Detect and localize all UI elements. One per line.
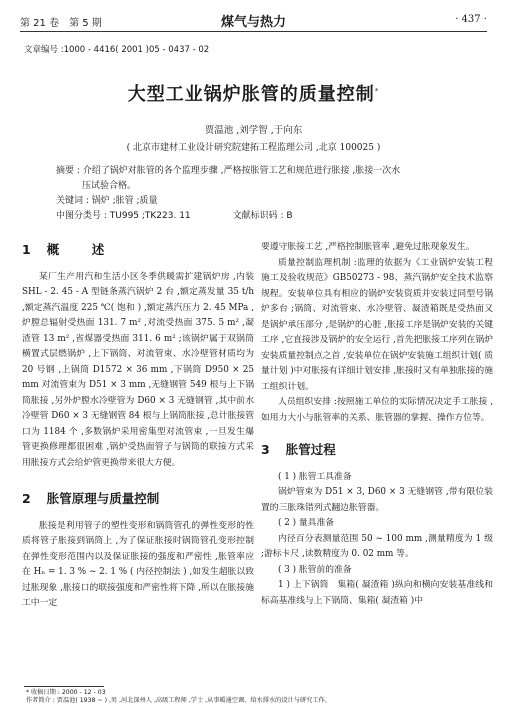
page-number: · 437 · bbox=[455, 14, 487, 25]
abstract-line-2: 压试验合格。 bbox=[82, 181, 137, 191]
subsection-3-heading: ( 3 ) 胀管前的准备 bbox=[278, 564, 352, 575]
section-2-heading bbox=[22, 491, 254, 507]
running-header bbox=[20, 10, 487, 32]
subsection-2-heading: ( 2 ) 量具准备 bbox=[278, 518, 335, 528]
section-1-paragraph: 某厂生产用汽和生活小区冬季供暖需扩建锅炉房 ,内装 SHL - 2. 45 - A 型链条蒸汽锅炉 2 台 ,额定蒸发量 35 t/h ,额定蒸汽温度 225 ℃( 饱和 ) ,额定蒸汽压力 2. 45 MPa ,炉膛总辐射受热面 131. 7 m² ,对流受热面 375. 5 m² ,凝渣管 13 m² ,省煤器受热面 311. 6 m² ;该锅炉属于双锅筒横置式层燃锅炉 ,上下锅筒、对流管束、水冷壁管材质均为 20 号钢 ,上锅筒 D1572 × 36 mm ,下锅筒 D950 × 25 mm 对流管束为 D51 × 3 mm ,无缝钢管 549 根与上下锅筒胀接 ,另外炉膛水冷壁管为 D60 × 3 无缝钢管 ,其中前水冷壁管 D60 × 3 无缝钢管 84 根与上锅筒胀接 ,总计胀接管口为 1184 个 ,多数锅炉采用密集型对流管束 ,一旦发生爆管更换修理都很困难 ,锅炉受热面管子与锅筒的联接方式采用胀接方式会给炉管更换带来很大方便。 bbox=[22, 271, 254, 468]
subsection-1-text: 锅炉管束为 D51 × 3, D60 × 3 无缝钢管 ,带有限位装置的三胀珠错列式翻边胀管器。 bbox=[261, 487, 493, 513]
section-3-heading bbox=[261, 442, 493, 458]
subsection-1-heading: ( 1 ) 胀管工具准备 bbox=[278, 471, 352, 482]
author-bio: 作者简介 : 贾温池( 1938 ~ ) ,男 ,河北深州人 ,高级工程师 ,学士 ,从事暖通空调、给水排水的设计与研究工作。 bbox=[26, 697, 331, 704]
right-paragraph-2: 质量控制监理机制 :监理的依据为《工业锅炉安装工程施工及验收规范》GB50273 - 98、蒸汽锅炉安全技术监察规程。安装单位具有相应的锅炉安装资质并安装过同型号锅炉多台 ;锅筒、对流管束、水冷壁管、凝渣箱既是受热面又是锅炉承压部分 ,是锅炉的心脏 ,胀接工序是锅炉安装的关键工序 ,它直接涉及锅炉的安全运行 ,首先把胀接工序列在锅炉安装质量控制点之首 ,安装单位在锅炉安装施工组织计划( 质量计划 )中对胀接有详细计划安排 ,胀接时又有单独胀接的施工组织计划。 bbox=[261, 257, 493, 392]
document-code: 文献标识码 : B bbox=[232, 211, 293, 221]
keywords: 关键词 : 锅炉 ;胀管 ;质量 bbox=[56, 196, 158, 206]
abstract-block bbox=[56, 164, 457, 224]
volume-issue: 第 21 卷 第 5 期 bbox=[20, 18, 102, 29]
footnote-rule bbox=[24, 686, 104, 687]
article-title bbox=[0, 80, 507, 106]
subsection-3-text: 1 ) 上下锅筒 集箱( 凝渣箱 )纵向和横向安装基准线和标高基准线与上下锅筒、集箱( 凝渣箱 )中 bbox=[261, 580, 493, 606]
right-paragraph-3: 人员组织安排 :按照施工单位的实际情况决定手工胀接 ,如用力大小与胀管率的关系、胀管器的掌握、操作方位等。 bbox=[261, 397, 493, 423]
subsection-2-text: 内径百分表测量范围 50 ~ 100 mm ,测量精度为 1 级 ;游标卡尺 ,读数精度为 0. 02 mm 等。 bbox=[261, 533, 493, 559]
received-date: * 收稿日期 : 2000 - 12 - 03 bbox=[26, 689, 106, 696]
right-paragraph-1: 要遵守胀接工艺 ,严格控制胀管率 ,避免过胀现象发生。 bbox=[261, 242, 475, 252]
section-1-number: 1 bbox=[22, 242, 31, 257]
section-2-number: 2 bbox=[22, 491, 31, 506]
right-column bbox=[261, 240, 493, 609]
authors: 贾温池 ,刘学智 ,于向东 bbox=[204, 125, 303, 136]
section-2-title: 胀管原理与质量控制 bbox=[46, 491, 160, 506]
abstract-line-1: 摘要 : 介绍了锅炉对胀管的各个监理步骤 ,严格按胀管工艺和规范进行胀接 ,胀接一次水 bbox=[56, 166, 401, 176]
article-title-text: 大型工业锅炉胀管的质量控制 bbox=[127, 84, 375, 105]
classification-row bbox=[56, 209, 457, 224]
affiliation: ( 北京市建材工业设计研究院建拓工程监理公司 ,北京 100025 ) bbox=[126, 143, 381, 153]
section-1-heading bbox=[22, 242, 254, 258]
left-column bbox=[22, 240, 254, 612]
clc-number: 中图分类号 : TU995 ;TK223. 11 bbox=[56, 211, 191, 221]
journal-name: 煤气与热力 bbox=[220, 15, 286, 30]
footnote bbox=[26, 689, 331, 705]
title-footnote-mark: * bbox=[374, 87, 380, 95]
article-number: 文章编号 :1000 - 4416( 2001 )05 - 0437 - 02 bbox=[24, 45, 210, 55]
header-rule bbox=[20, 31, 487, 32]
section-3-number: 3 bbox=[261, 442, 270, 457]
section-3-title: 胀管过程 bbox=[285, 442, 336, 457]
section-2-paragraph: 胀接是利用管子的塑性变形和锅筒管孔的弹性变形的性质将管子胀接到锅筒上 ,为了保证胀接时锅筒管孔变形控制在弹性变形范围内以及保证胀接的强度和严密性 ,胀管率应在 Hₙ = 1. 3 % ~ 2. 1 % ( 内径控制法 ) ,如发生超胀以致过胀现象 ,胀接口的联接强度和严密性将下降 ,所以在胀接施工中一定 bbox=[22, 520, 254, 608]
section-1-title: 概 述 bbox=[46, 242, 115, 257]
